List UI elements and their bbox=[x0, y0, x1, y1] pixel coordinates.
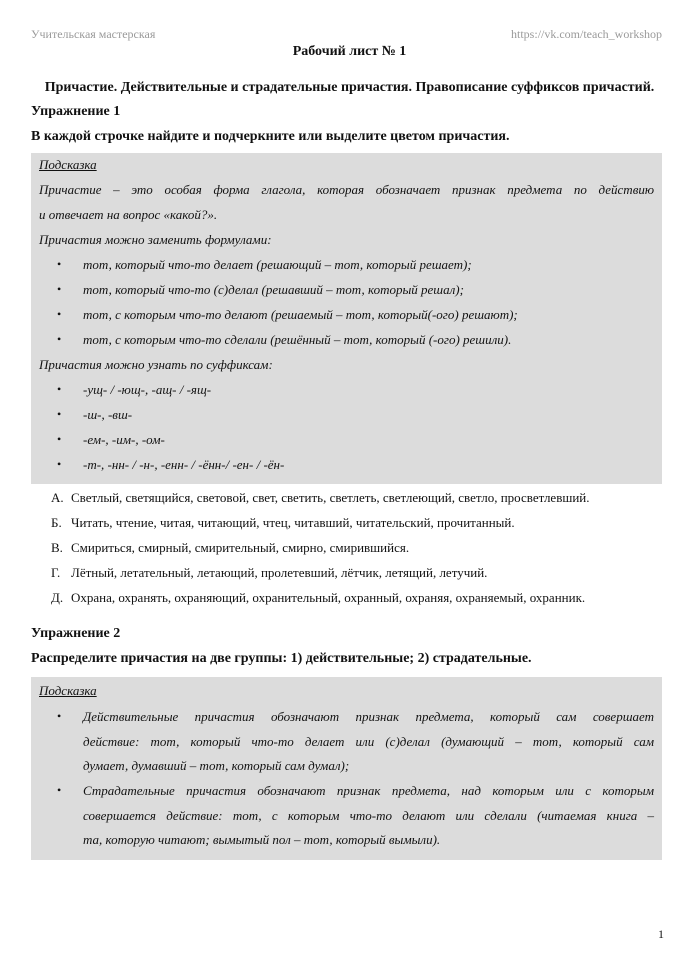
hint-definition-line1: Причастие – это особая форма глагола, которая обозначает признак предмета по действию bbox=[39, 182, 654, 197]
hint-suffix-item: -ш-, -вш- bbox=[83, 407, 133, 422]
hint-text-line: Действительные причастия обозначают признак предмета, который сам совершает bbox=[83, 709, 654, 724]
hint-suffix-item: -т-, -нн- / -н-, -енн- / -ённ-/ -ен- / -ён- bbox=[83, 457, 285, 472]
bullet-icon: • bbox=[57, 332, 62, 346]
bullet-icon: • bbox=[57, 382, 62, 396]
hint-formulas-intro: Причастия можно заменить формулами: bbox=[39, 232, 272, 247]
option-text: Читать, чтение, читая, читающий, чтец, читавший, читательский, прочитанный. bbox=[71, 515, 515, 530]
hint-text-line: совершается действие: тот, с которым что-то делают или сделали (читаемая книга – bbox=[83, 807, 654, 823]
hint-formula-item: тот, который что-то делает (решающий – тот, который решает); bbox=[83, 257, 472, 272]
bullet-icon: • bbox=[57, 709, 62, 723]
option-letter: Б. bbox=[51, 515, 62, 530]
hint-text-line: думает, думавший – тот, который сам думал); bbox=[83, 758, 350, 773]
hint-suffix-item: -ущ- / -ющ-, -ащ- / -ящ- bbox=[83, 382, 212, 397]
option-letter: А. bbox=[51, 490, 64, 505]
bullet-icon: • bbox=[57, 457, 62, 471]
option-text: Охрана, охранять, охраняющий, охранительный, охранный, охраняя, охраняемый, охранник. bbox=[71, 590, 586, 605]
hint-text-line: действие: тот, который что-то делает или (с)делал (думающий – тот, который сам bbox=[83, 733, 654, 749]
hint-title: Подсказка bbox=[39, 157, 97, 172]
exercise1-hint-box bbox=[31, 153, 662, 484]
bullet-icon: • bbox=[57, 257, 62, 271]
hint-passive-participles bbox=[83, 779, 654, 853]
hint-text-line: Страдательные причастия обозначают признак предмета, над которым или с которым bbox=[83, 783, 654, 798]
hint-formula-item: тот, который что-то (с)делал (решавший – тот, который решал); bbox=[83, 282, 464, 297]
worksheet-topic: Причастие. Действительные и страдательные причастия. Правописание суффиксов причастий. bbox=[44, 80, 655, 95]
hint-active-participles bbox=[83, 705, 654, 779]
option-text: Лётный, летательный, летающий, пролетевший, лётчик, летящий, летучий. bbox=[71, 565, 488, 580]
header-left-text: Учительская мастерская bbox=[31, 27, 156, 41]
exercise2-task: Распределите причастия на две группы: 1) действительные; 2) страдательные. bbox=[31, 651, 532, 666]
page-number: 1 bbox=[658, 927, 664, 941]
bullet-icon: • bbox=[57, 307, 62, 321]
exercise2-heading: Упражнение 2 bbox=[31, 626, 121, 641]
exercise1-heading: Упражнение 1 bbox=[31, 104, 121, 119]
option-text: Смириться, смирный, смирительный, смирно, смирившийся. bbox=[71, 540, 410, 555]
option-text: Светлый, светящийся, световой, свет, светить, светлеть, светлеющий, светло, просветлевший. bbox=[71, 490, 590, 505]
bullet-icon: • bbox=[57, 282, 62, 296]
exercise1-task: В каждой строчке найдите и подчеркните или выделите цветом причастия. bbox=[31, 129, 510, 144]
bullet-icon: • bbox=[57, 432, 62, 446]
hint-formula-item: тот, с которым что-то делают (решаемый – тот, который(-ого) решают); bbox=[83, 307, 518, 322]
bullet-icon: • bbox=[57, 783, 62, 797]
hint-suffix-item: -ем-, -им-, -ом- bbox=[83, 432, 165, 447]
hint-text-line: та, которую читают; вымытый пол – тот, который вымыли). bbox=[83, 832, 441, 847]
hint-title: Подсказка bbox=[39, 683, 97, 698]
option-letter: Г. bbox=[51, 565, 61, 580]
hint-formula-item: тот, с которым что-то сделали (решённый – тот, который (-ого) решили). bbox=[83, 332, 512, 347]
option-letter: Д. bbox=[51, 590, 64, 605]
header-url: https://vk.com/teach_workshop bbox=[511, 27, 662, 41]
worksheet-title: Рабочий лист № 1 bbox=[292, 44, 407, 59]
hint-definition-line2: и отвечает на вопрос «какой?». bbox=[39, 207, 218, 222]
option-letter: В. bbox=[51, 540, 63, 555]
bullet-icon: • bbox=[57, 407, 62, 421]
hint-suffix-intro: Причастия можно узнать по суффиксам: bbox=[39, 357, 273, 372]
exercise2-hint-box bbox=[31, 677, 662, 860]
